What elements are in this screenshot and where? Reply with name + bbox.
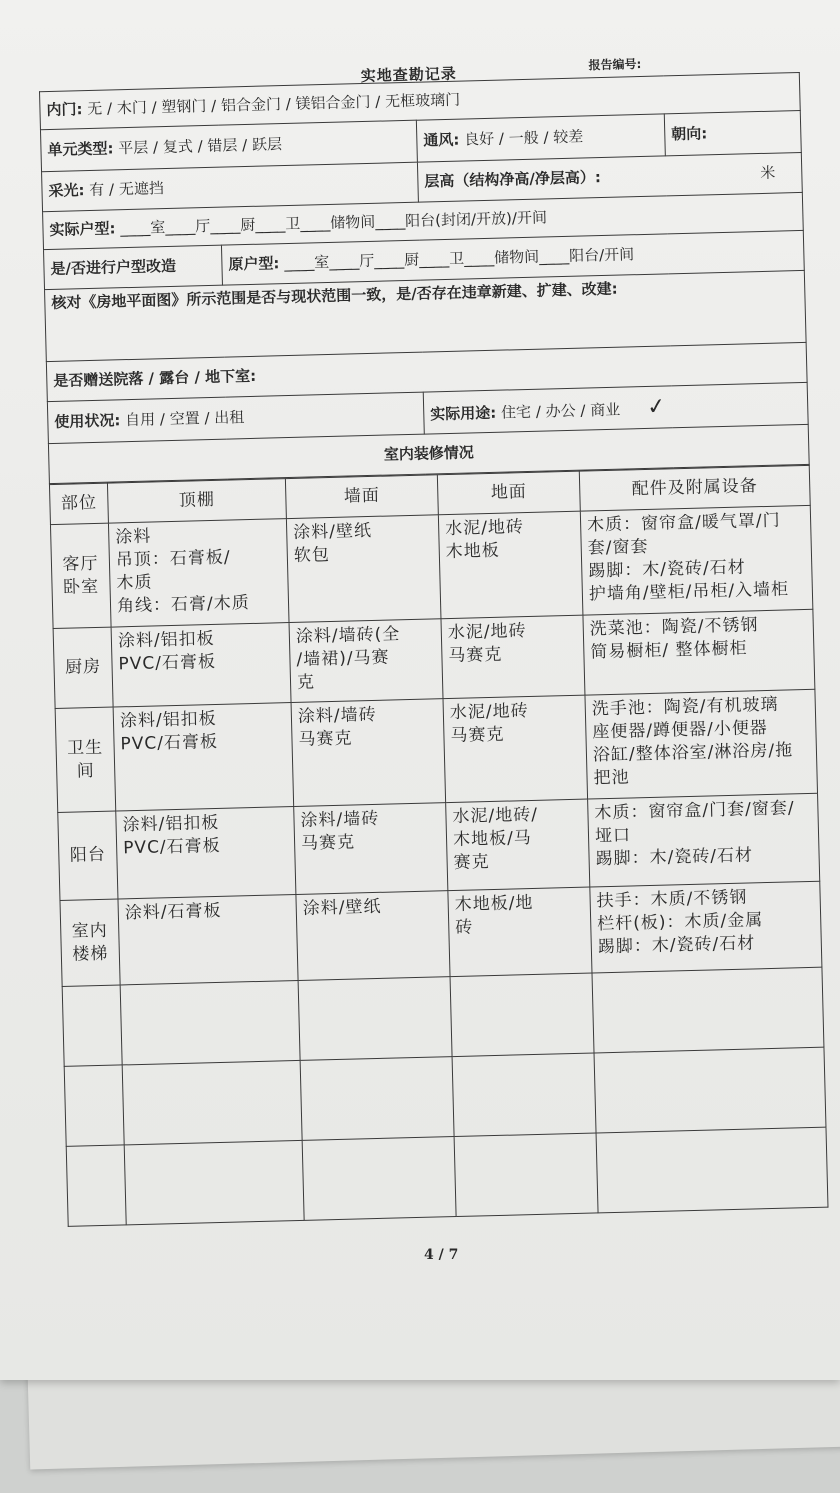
cell-line: 踢脚：木/瓷砖/石材 bbox=[588, 557, 746, 582]
decoration-section-title: 室内装修情况 bbox=[48, 424, 809, 483]
decoration-cell-part bbox=[60, 899, 120, 986]
cell-line: 厨房 bbox=[64, 656, 102, 678]
cell-line: 踢脚：木/瓷砖/石材 bbox=[595, 845, 754, 870]
decoration-cell-part bbox=[55, 707, 116, 812]
orientation-label: 朝向: bbox=[671, 124, 708, 144]
decoration-table bbox=[49, 465, 829, 1227]
cell-line: 客厅 bbox=[62, 553, 99, 575]
original-layout-value: ____室____厅____厨____卫____储物间____阳台/开间 bbox=[283, 245, 635, 273]
cell-line: 涂料/墙砖 bbox=[297, 704, 377, 727]
cell-line: 木地板/马 bbox=[452, 827, 533, 850]
cell-line: 木地板/地 bbox=[454, 892, 534, 915]
usage-status-options: 自用 / 空置 / 出租 bbox=[124, 408, 245, 430]
ventilation-label: 通风: bbox=[423, 130, 460, 150]
cell-line: 马赛克 bbox=[448, 644, 503, 666]
unit-type-options: 平层 / 复式 / 错层 / 跃层 bbox=[118, 135, 283, 158]
actual-purpose-label: 实际用途: bbox=[430, 403, 497, 424]
header-wall: 墙面 bbox=[285, 475, 438, 519]
cell-line: 卫生 bbox=[66, 737, 104, 759]
cell-line: 套/窗套 bbox=[587, 536, 649, 559]
decoration-cell-fittings bbox=[580, 505, 813, 615]
decoration-cell-fittings bbox=[590, 881, 822, 973]
cell-line: PVC/石膏板 bbox=[120, 731, 219, 755]
decoration-cell-wall bbox=[296, 891, 450, 981]
cell-line: 楼梯 bbox=[72, 943, 109, 965]
cell-line: 赛克 bbox=[453, 851, 490, 873]
property-info-table bbox=[39, 72, 810, 484]
cell-line: 阳台 bbox=[69, 844, 107, 866]
cell-line: 马赛克 bbox=[300, 832, 356, 854]
decoration-cell-floor bbox=[448, 887, 592, 977]
decoration-cell-floor bbox=[446, 799, 590, 891]
door-options: 无 / 木门 / 塑钢门 / 铝合金门 / 镁铝合金门 / 无框玻璃门 bbox=[87, 90, 461, 119]
decoration-cell-fittings bbox=[588, 793, 820, 887]
cell-line: 砖 bbox=[455, 917, 474, 938]
cell-line: 扶手：木质/不锈钢 bbox=[596, 887, 748, 912]
cell-line: PVC/石膏板 bbox=[118, 651, 217, 675]
floor-height-unit: 米 bbox=[760, 163, 776, 183]
cell-line: PVC/石膏板 bbox=[122, 835, 221, 859]
cell-line: 水泥/地砖/ bbox=[452, 804, 539, 827]
decoration-cell-fittings bbox=[583, 609, 815, 695]
cell-line: 座便器/蹲便器/小便器 bbox=[592, 717, 769, 743]
ventilation-cell bbox=[416, 114, 665, 162]
cell-line: 涂料/铝扣板 bbox=[122, 812, 220, 836]
cell-line: 简易橱柜/ 整体橱柜 bbox=[590, 638, 748, 663]
orientation-cell bbox=[664, 110, 801, 155]
header-part: 部位 bbox=[49, 483, 108, 524]
decoration-cell-part bbox=[53, 627, 113, 708]
cell-line: 涂料/铝扣板 bbox=[117, 628, 215, 652]
cell-line: 涂料/壁纸 bbox=[293, 520, 373, 543]
decoration-cell-floor bbox=[441, 615, 585, 699]
cell-line: 马赛克 bbox=[298, 728, 353, 750]
form-title: 实地查勘记录 bbox=[360, 64, 457, 86]
decoration-cell-ceiling bbox=[113, 703, 294, 811]
cell-line: /墙裙)/马赛 bbox=[296, 647, 390, 670]
actual-purpose-options: 住宅 / 办公 / 商业 bbox=[500, 400, 621, 422]
cell-line: 踢脚：木/瓷砖/石材 bbox=[597, 933, 756, 958]
cell-line: 水泥/地砖 bbox=[449, 701, 529, 724]
cell-line: 浴缸/整体浴室/淋浴房/拖 bbox=[592, 740, 794, 766]
header-ceiling: 顶棚 bbox=[107, 479, 286, 523]
cell-line: 涂料/铝扣板 bbox=[119, 708, 217, 732]
cell-line: 涂料 bbox=[115, 526, 152, 548]
cell-line: 室内 bbox=[71, 920, 109, 942]
cell-line: 木质 bbox=[116, 572, 153, 594]
decoration-cell-wall bbox=[289, 619, 443, 703]
cell-line: 涂料/壁纸 bbox=[302, 896, 382, 919]
decoration-cell-wall bbox=[286, 515, 441, 623]
original-layout-label: 原户型: bbox=[228, 254, 280, 274]
cell-line: 洗菜池：陶瓷/不锈钢 bbox=[589, 615, 759, 640]
decoration-cell-part bbox=[58, 811, 118, 900]
decoration-row bbox=[55, 689, 817, 812]
cell-line: 涂料/墙砖 bbox=[300, 808, 380, 831]
actual-layout-value: ____室____厅____厨____卫____储物间____阳台(封闭/开放)/开间 bbox=[120, 208, 548, 238]
header-fittings: 配件及附属设备 bbox=[579, 465, 810, 511]
plan-verify-text: 核对《房地平面图》所示范围是否与现状范围一致，是/否存在违章新建、扩建、改建: bbox=[45, 270, 807, 361]
actual-layout-label: 实际户型: bbox=[49, 219, 116, 240]
ventilation-options: 良好 / 一般 / 较差 bbox=[463, 127, 584, 149]
decoration-cell-floor bbox=[443, 695, 588, 803]
cell-line: 木质：窗帘盒/暖气罩/门 bbox=[586, 510, 781, 536]
cell-line: 克 bbox=[296, 672, 316, 693]
cell-line: 木质：窗帘盒/门套/窗套/ bbox=[594, 798, 795, 824]
decoration-cell-ceiling bbox=[118, 894, 298, 984]
page-number: 4 / 7 bbox=[424, 1247, 459, 1263]
cell-line: 垭口 bbox=[594, 825, 632, 847]
decoration-cell-wall bbox=[294, 803, 448, 895]
decoration-cell-ceiling bbox=[116, 807, 296, 899]
gift-area-text: 是否赠送院落 / 露台 / 地下室: bbox=[46, 342, 807, 401]
cell-line: 间 bbox=[76, 760, 95, 781]
cell-line: 栏杆(板)：木质/金属 bbox=[597, 910, 764, 935]
lighting-label: 采光: bbox=[48, 181, 85, 201]
remodel-label: 是/否进行户型改造 bbox=[44, 245, 223, 289]
cell-line: 木地板 bbox=[445, 540, 501, 563]
usage-status-label: 使用状况: bbox=[54, 411, 121, 432]
cell-line: 把池 bbox=[593, 767, 630, 789]
door-label: 内门: bbox=[46, 100, 83, 120]
cell-line: 马赛克 bbox=[450, 724, 505, 746]
decoration-cell-fittings bbox=[585, 689, 818, 799]
handwritten-mark: ✓ bbox=[645, 393, 667, 421]
cell-line: 涂料/墙砖(全 bbox=[295, 624, 401, 647]
unit-type-label: 单元类型: bbox=[47, 139, 114, 160]
decoration-cell-ceiling bbox=[108, 519, 289, 627]
survey-form bbox=[8, 30, 840, 1228]
floor-height-label: 层高（结构净高/净层高）: bbox=[424, 168, 602, 191]
decoration-cell-part bbox=[50, 523, 111, 628]
cell-line: 卧室 bbox=[62, 576, 100, 598]
decoration-cell-ceiling bbox=[111, 623, 291, 707]
report-number-label: 报告编号: bbox=[588, 56, 642, 73]
cell-line: 水泥/地砖 bbox=[444, 517, 525, 540]
cell-line: 吊顶：石膏板/ bbox=[115, 547, 231, 571]
cell-line: 护墙角/壁柜/吊柜/入墙柜 bbox=[588, 579, 790, 605]
decoration-cell-floor bbox=[438, 511, 583, 619]
lighting-options: 有 / 无遮挡 bbox=[89, 179, 165, 200]
decoration-row bbox=[50, 505, 812, 628]
cell-line: 涂料/石膏板 bbox=[124, 900, 222, 924]
cell-line: 水泥/地砖 bbox=[447, 621, 527, 644]
header-floor: 地面 bbox=[437, 471, 580, 515]
cell-line: 洗手池：陶瓷/有机玻璃 bbox=[591, 694, 779, 720]
decoration-cell-wall bbox=[291, 699, 446, 807]
cell-line: 角线：石膏/木质 bbox=[116, 592, 251, 617]
cell-line: 软包 bbox=[293, 544, 331, 566]
